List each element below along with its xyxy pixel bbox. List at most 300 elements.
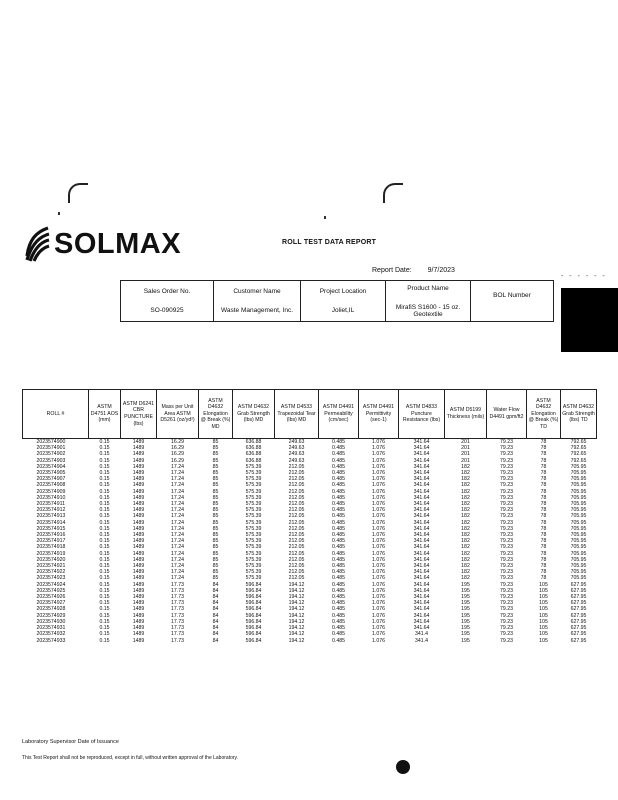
table-cell: 79.23 [500, 507, 513, 514]
table-cell: 79.23 [500, 519, 513, 526]
table-cell: 1.076 [372, 532, 385, 539]
table-cell: 1489 [132, 618, 145, 625]
table-cell: 85 [212, 476, 219, 483]
table-cell: 0.15 [99, 594, 110, 601]
table-cell: 341.64 [413, 606, 430, 613]
column-header: ASTM D4632 Elongation @ Break (%) MD [199, 390, 233, 439]
table-cell: 212.05 [288, 556, 305, 563]
roll-number-cell: 2023574902 [36, 451, 66, 458]
roll-number-cell: 2023574919 [36, 550, 66, 557]
table-cell: 182 [461, 538, 470, 545]
table-cell: 182 [461, 575, 470, 582]
table-cell: 17.24 [171, 463, 184, 470]
table-cell: 1489 [132, 532, 145, 539]
table-cell: 0.15 [99, 637, 110, 644]
table-cell: 636.88 [245, 457, 262, 464]
table-cell: 212.05 [288, 488, 305, 495]
table-cell: 636.88 [245, 451, 262, 458]
table-cell: 705.95 [570, 538, 587, 545]
table-cell: 341.64 [413, 575, 430, 582]
table-cell: 85 [212, 451, 219, 458]
table-cell: 17.73 [171, 594, 184, 601]
table-cell: 84 [212, 606, 219, 613]
table-cell: 596.84 [245, 625, 262, 632]
table-cell: 1489 [132, 631, 145, 638]
table-cell: 341.64 [413, 439, 430, 445]
table-cell: 575.39 [245, 550, 262, 557]
table-cell: 0.485 [332, 488, 345, 495]
table-cell: 79.23 [500, 637, 513, 644]
table-cell: 212.05 [288, 569, 305, 576]
roll-number-cell: 2023574914 [36, 519, 66, 526]
table-cell: 1.076 [372, 519, 385, 526]
table-cell: 79.23 [500, 457, 513, 464]
table-cell: 0.15 [99, 463, 110, 470]
table-cell: 341.64 [413, 538, 430, 545]
table-cell: 575.39 [245, 538, 262, 545]
table-cell: 1.076 [372, 550, 385, 557]
table-cell: 0.15 [99, 612, 110, 619]
table-cell: 0.15 [99, 470, 110, 477]
roll-number-cell: 2023574907 [36, 476, 66, 483]
table-cell: 0.485 [332, 563, 345, 570]
table-cell: 575.39 [245, 470, 262, 477]
table-cell: 182 [461, 513, 470, 520]
table-cell: 85 [212, 463, 219, 470]
table-cell: 341.64 [413, 618, 430, 625]
table-cell: 627.95 [570, 581, 587, 588]
table-cell: 78 [540, 445, 547, 452]
table-cell: 79.23 [500, 612, 513, 619]
table-cell: 0.485 [332, 612, 345, 619]
table-cell: 212.05 [288, 550, 305, 557]
ink-mark [396, 760, 410, 774]
table-cell: 0.15 [99, 581, 110, 588]
table-cell: 0.485 [332, 637, 345, 644]
table-cell: 0.485 [332, 501, 345, 508]
table-cell: 194.12 [288, 606, 305, 613]
table-cell: 182 [461, 556, 470, 563]
table-cell: 1.076 [372, 581, 385, 588]
table-cell: 194.12 [288, 637, 305, 644]
table-cell: 79.23 [500, 550, 513, 557]
table-cell: 84 [212, 618, 219, 625]
roll-number-cell: 2023574921 [36, 563, 66, 570]
roll-number-cell: 2023574901 [36, 445, 66, 452]
table-cell: 85 [212, 482, 219, 489]
table-cell: 78 [540, 556, 547, 563]
product-name-cell [386, 281, 471, 322]
table-cell: 0.485 [332, 476, 345, 483]
table-cell: 212.05 [288, 575, 305, 582]
table-cell: 17.24 [171, 532, 184, 539]
table-cell: 212.05 [288, 513, 305, 520]
table-cell: 0.15 [99, 488, 110, 495]
table-cell: 105 [539, 606, 548, 613]
table-cell: 1489 [132, 439, 145, 445]
table-cell: 1.076 [372, 618, 385, 625]
table-cell: 85 [212, 538, 219, 545]
table-cell: 0.485 [332, 507, 345, 514]
table-cell: 575.39 [245, 476, 262, 483]
table-cell: 79.23 [500, 538, 513, 545]
table-cell: 16.29 [171, 439, 184, 445]
roll-number-cell: 2023574912 [36, 507, 66, 514]
table-cell: 195 [461, 606, 470, 613]
table-cell: 78 [540, 463, 547, 470]
table-cell: 194.12 [288, 625, 305, 632]
table-cell: 792.65 [570, 445, 587, 452]
table-cell: 341.64 [413, 600, 430, 607]
column-header: ASTM D4833 Puncture Resistance (lbs) [399, 390, 445, 439]
roll-number-cell: 2023574918 [36, 544, 66, 551]
table-cell: 79.23 [500, 482, 513, 489]
table-cell: 627.95 [570, 618, 587, 625]
table-cell: 17.24 [171, 482, 184, 489]
roll-number-cell: 2023574916 [36, 532, 66, 539]
column-header: Water Flow D4491 gpm/ft2 [487, 390, 527, 439]
table-cell: 17.73 [171, 581, 184, 588]
table-cell: 85 [212, 575, 219, 582]
table-cell: 0.485 [332, 463, 345, 470]
table-cell: 212.05 [288, 532, 305, 539]
table-cell: 341.64 [413, 470, 430, 477]
table-cell: 1.076 [372, 563, 385, 570]
table-cell: 1489 [132, 606, 145, 613]
roll-number-cell: 2023574925 [36, 587, 66, 594]
table-cell: 0.485 [332, 556, 345, 563]
table-cell: 705.95 [570, 556, 587, 563]
roll-number-cell: 2023574920 [36, 556, 66, 563]
table-cell: 1489 [132, 476, 145, 483]
table-cell: 1489 [132, 457, 145, 464]
roll-number-cell: 2023574908 [36, 482, 66, 489]
table-cell: 17.73 [171, 618, 184, 625]
table-cell: 78 [540, 457, 547, 464]
table-cell: 1.076 [372, 625, 385, 632]
table-cell: 78 [540, 451, 547, 458]
table-cell: 0.485 [332, 525, 345, 532]
table-cell: 1489 [132, 587, 145, 594]
table-cell: 0.485 [332, 532, 345, 539]
table-cell: 17.24 [171, 544, 184, 551]
column-header: ROLL # [23, 390, 89, 439]
table-cell: 1489 [132, 625, 145, 632]
table-cell: 341.64 [413, 612, 430, 619]
table-cell: 575.39 [245, 532, 262, 539]
table-cell: 195 [461, 594, 470, 601]
table-cell: 1489 [132, 470, 145, 477]
table-cell: 596.84 [245, 600, 262, 607]
roll-number-cell: 2023574903 [36, 457, 66, 464]
table-cell: 341.64 [413, 476, 430, 483]
table-cell: 182 [461, 494, 470, 501]
table-cell: 249.63 [288, 439, 305, 445]
roll-number-cell: 2023574915 [36, 525, 66, 532]
table-cell: 195 [461, 612, 470, 619]
table-cell: 105 [539, 612, 548, 619]
table-cell: 85 [212, 507, 219, 514]
table-cell: 79.23 [500, 532, 513, 539]
table-cell: 0.15 [99, 556, 110, 563]
table-cell: 182 [461, 463, 470, 470]
table-row [23, 638, 597, 644]
sales-order-cell [121, 281, 214, 322]
roll-number-cell: 2023574911 [36, 501, 65, 508]
table-cell: 1.076 [372, 445, 385, 452]
table-cell: 1.076 [372, 525, 385, 532]
bol-number-cell [471, 281, 554, 322]
table-cell: 195 [461, 618, 470, 625]
table-cell: 17.24 [171, 556, 184, 563]
table-cell: 212.05 [288, 470, 305, 477]
column-header: ASTM D4751 AOS (mm) [89, 390, 121, 439]
table-cell: 1489 [132, 501, 145, 508]
table-cell: 575.39 [245, 525, 262, 532]
table-cell: 17.73 [171, 637, 184, 644]
roll-number-cell: 2023574900 [36, 439, 66, 445]
table-cell: 596.84 [245, 631, 262, 638]
table-cell: 195 [461, 587, 470, 594]
roll-number-cell: 2023574922 [36, 569, 66, 576]
table-row [23, 439, 597, 446]
roll-number-cell: 2023574904 [36, 463, 66, 470]
table-cell: 78 [540, 439, 547, 445]
table-cell: 1.076 [372, 513, 385, 520]
table-cell: 0.15 [99, 513, 110, 520]
table-cell: 79.23 [500, 625, 513, 632]
company-logo [24, 226, 181, 262]
table-cell: 1489 [132, 451, 145, 458]
table-cell: 575.39 [245, 575, 262, 582]
table-cell: 16.29 [171, 451, 184, 458]
table-cell: 1489 [132, 544, 145, 551]
table-cell: 705.95 [570, 463, 587, 470]
roll-number-cell: 2023574913 [36, 513, 66, 520]
table-cell: 78 [540, 501, 547, 508]
sales-order-value: SO-090925 [150, 307, 184, 314]
table-cell: 182 [461, 482, 470, 489]
sales-order-header: Sales Order No. [143, 288, 191, 295]
table-cell: 0.15 [99, 625, 110, 632]
table-cell: 79.23 [500, 476, 513, 483]
table-cell: 79.23 [500, 501, 513, 508]
table-cell: 79.23 [500, 488, 513, 495]
roll-test-data-table [22, 389, 597, 644]
table-cell: 627.95 [570, 637, 587, 644]
table-cell: 1.076 [372, 507, 385, 514]
table-cell: 0.485 [332, 600, 345, 607]
table-cell: 79.23 [500, 451, 513, 458]
table-cell: 182 [461, 507, 470, 514]
solmax-wave-icon [24, 226, 50, 262]
table-cell: 575.39 [245, 488, 262, 495]
table-cell: 85 [212, 494, 219, 501]
table-cell: 182 [461, 550, 470, 557]
table-cell: 78 [540, 519, 547, 526]
table-cell: 341.64 [413, 625, 430, 632]
table-cell: 575.39 [245, 556, 262, 563]
table-cell: 78 [540, 563, 547, 570]
roll-number-cell: 2023574933 [36, 637, 66, 644]
table-cell: 1.076 [372, 631, 385, 638]
table-cell: 201 [461, 451, 470, 458]
table-cell: 0.485 [332, 594, 345, 601]
table-cell: 0.485 [332, 631, 345, 638]
table-cell: 341.64 [413, 463, 430, 470]
table-cell: 0.485 [332, 544, 345, 551]
table-cell: 182 [461, 563, 470, 570]
table-cell: 1489 [132, 550, 145, 557]
table-cell: 84 [212, 581, 219, 588]
table-cell: 0.15 [99, 507, 110, 514]
table-cell: 79.23 [500, 631, 513, 638]
company-name: SOLMAX [54, 227, 182, 260]
table-cell: 0.15 [99, 445, 110, 452]
table-cell: 0.15 [99, 606, 110, 613]
table-cell: 0.485 [332, 439, 345, 445]
table-cell: 0.485 [332, 606, 345, 613]
table-cell: 85 [212, 513, 219, 520]
table-cell: 195 [461, 631, 470, 638]
table-cell: 105 [539, 637, 548, 644]
table-cell: 341.64 [413, 501, 430, 508]
table-cell: 575.39 [245, 563, 262, 570]
table-cell: 341.64 [413, 569, 430, 576]
product-name-value: MirafiS S1600 - 15 oz. Geotextile [395, 303, 461, 318]
table-cell: 249.63 [288, 451, 305, 458]
table-cell: 78 [540, 544, 547, 551]
table-cell: 596.84 [245, 587, 262, 594]
table-cell: 1489 [132, 513, 145, 520]
table-cell: 596.84 [245, 637, 262, 644]
table-cell: 79.23 [500, 470, 513, 477]
table-cell: 575.39 [245, 569, 262, 576]
table-cell: 79.23 [500, 513, 513, 520]
table-cell: 0.485 [332, 482, 345, 489]
table-cell: 341.64 [413, 482, 430, 489]
column-header: Mass per Unit Area ASTM D5261 (oz/yd²) [157, 390, 199, 439]
table-cell: 212.05 [288, 519, 305, 526]
table-cell: 212.05 [288, 507, 305, 514]
table-cell: 341.64 [413, 488, 430, 495]
table-cell: 85 [212, 550, 219, 557]
table-cell: 1.076 [372, 594, 385, 601]
table-cell: 17.73 [171, 600, 184, 607]
column-header: ASTM D5199 Thickness (mils) [445, 390, 487, 439]
table-cell: 1.076 [372, 612, 385, 619]
table-cell: 182 [461, 569, 470, 576]
table-cell: 0.485 [332, 457, 345, 464]
table-cell: 627.95 [570, 631, 587, 638]
product-name-header: Product Name [407, 284, 449, 292]
table-cell: 1489 [132, 569, 145, 576]
table-cell: 0.15 [99, 519, 110, 526]
table-cell: 84 [212, 594, 219, 601]
table-cell: 0.485 [332, 513, 345, 520]
table-cell: 0.15 [99, 563, 110, 570]
table-cell: 0.15 [99, 538, 110, 545]
table-cell: 17.24 [171, 494, 184, 501]
table-cell: 627.95 [570, 612, 587, 619]
table-cell: 85 [212, 470, 219, 477]
table-cell: 0.15 [99, 457, 110, 464]
table-cell: 17.24 [171, 569, 184, 576]
table-cell: 1.076 [372, 451, 385, 458]
table-cell: 1489 [132, 482, 145, 489]
table-cell: 0.15 [99, 439, 110, 445]
table-cell: 79.23 [500, 445, 513, 452]
table-cell: 0.15 [99, 451, 110, 458]
report-date-value: 9/7/2023 [427, 267, 455, 274]
table-cell: 17.24 [171, 507, 184, 514]
table-cell: 705.95 [570, 507, 587, 514]
table-cell: 78 [540, 575, 547, 582]
table-cell: 84 [212, 612, 219, 619]
table-cell: 78 [540, 550, 547, 557]
table-cell: 0.15 [99, 569, 110, 576]
table-cell: 85 [212, 445, 219, 452]
table-cell: 575.39 [245, 501, 262, 508]
table-cell: 341.64 [413, 581, 430, 588]
table-cell: 1.076 [372, 482, 385, 489]
roll-number-cell: 2023574917 [36, 538, 66, 545]
roll-number-cell: 2023574927 [36, 600, 66, 607]
table-cell: 1489 [132, 525, 145, 532]
table-cell: 182 [461, 525, 470, 532]
table-cell: 78 [540, 507, 547, 514]
bol-number-header: BOL Number [493, 291, 531, 299]
table-cell: 0.485 [332, 587, 345, 594]
table-cell: 341.64 [413, 445, 430, 452]
table-cell: 0.15 [99, 587, 110, 594]
table-cell: 182 [461, 532, 470, 539]
table-cell: 1489 [132, 488, 145, 495]
table-cell: 0.485 [332, 575, 345, 582]
table-cell: 792.65 [570, 457, 587, 464]
table-cell: 705.95 [570, 569, 587, 576]
table-cell: 78 [540, 532, 547, 539]
table-cell: 79.23 [500, 606, 513, 613]
table-cell: 1.076 [372, 476, 385, 483]
table-cell: 705.95 [570, 544, 587, 551]
table-cell: 182 [461, 501, 470, 508]
table-cell: 17.24 [171, 519, 184, 526]
table-cell: 85 [212, 525, 219, 532]
table-cell: 0.15 [99, 631, 110, 638]
roll-number-cell: 2023574910 [36, 494, 66, 501]
table-cell: 201 [461, 457, 470, 464]
table-cell: 1.076 [372, 494, 385, 501]
table-cell: 84 [212, 637, 219, 644]
table-cell: 182 [461, 470, 470, 477]
table-cell: 16.29 [171, 457, 184, 464]
table-cell: 705.95 [570, 575, 587, 582]
table-cell: 341.64 [413, 556, 430, 563]
table-cell: 105 [539, 600, 548, 607]
table-cell: 212.05 [288, 494, 305, 501]
table-cell: 249.63 [288, 445, 305, 452]
table-cell: 575.39 [245, 482, 262, 489]
table-cell: 105 [539, 594, 548, 601]
roll-number-cell: 2023574923 [36, 575, 66, 582]
table-cell: 1.076 [372, 606, 385, 613]
table-cell: 182 [461, 488, 470, 495]
table-cell: 1489 [132, 563, 145, 570]
table-cell: 0.15 [99, 575, 110, 582]
table-cell: 1489 [132, 581, 145, 588]
table-cell: 575.39 [245, 463, 262, 470]
